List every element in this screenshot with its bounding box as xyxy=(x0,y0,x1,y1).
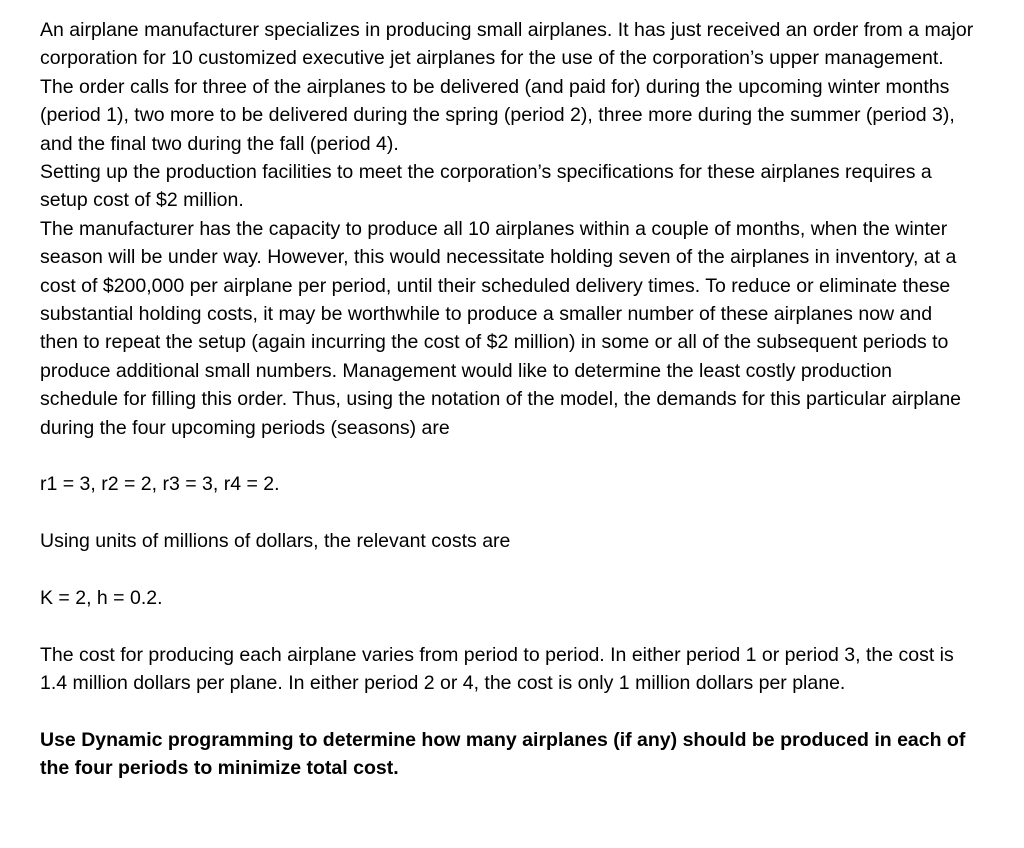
setup-cost-paragraph: Setting up the production facilities to meet the corporation’s specifications for these airplanes requires a setup cost of $2 million. xyxy=(40,161,932,212)
demands-line: r1 = 3, r2 = 2, r3 = 3, r4 = 2. xyxy=(40,473,280,496)
spacer xyxy=(40,698,975,726)
spacer xyxy=(40,499,975,527)
problem-document xyxy=(40,16,975,783)
costs-intro: Using units of millions of dollars, the relevant costs are xyxy=(40,530,511,553)
production-cost-paragraph: The cost for producing each airplane varies from period to period. In either period 1 or period 3, the cost is 1.4 million dollars per plane. In either period 2 or 4, the cost is only 1 million dollars per plane. xyxy=(40,643,954,695)
intro-paragraph: An airplane manufacturer specializes in producing small airplanes. It has just received an order from a major corporation for 10 customized executive jet airplanes for the use of the corporation’s upper management. The order calls for three of the airplanes to be delivered (and paid for) during the upcoming winter months (period 1), two more to be delivered during the spring (period 2), three more during the summer (period 3), and the final two during the fall (period 4). xyxy=(40,19,974,155)
spacer xyxy=(40,612,975,640)
capacity-paragraph: The manufacturer has the capacity to produce all 10 airplanes within a couple of months, when the winter season will be under way. However, this would necessitate holding seven of the airplanes in inventory, at a cost of $200,000 per airplane per period, until their scheduled delivery times. To reduce or eliminate these substantial holding costs, it may be worthwhile to produce a smaller number of these airplanes now and then to repeat the setup (again incurring the cost of $2 million) in some or all of the subsequent periods to produce additional small numbers. Management would like to determine the least costly production schedule for filling this order. Thus, using the notation of the model, the demands for this particular airplane during the four upcoming periods (seasons) are xyxy=(40,217,962,439)
spacer xyxy=(40,442,975,470)
spacer xyxy=(40,556,975,584)
task-statement: Use Dynamic programming to determine how many airplanes (if any) should be produced in each of the four periods to minimize total cost. xyxy=(40,729,966,780)
costs-line: K = 2, h = 0.2. xyxy=(40,587,163,610)
